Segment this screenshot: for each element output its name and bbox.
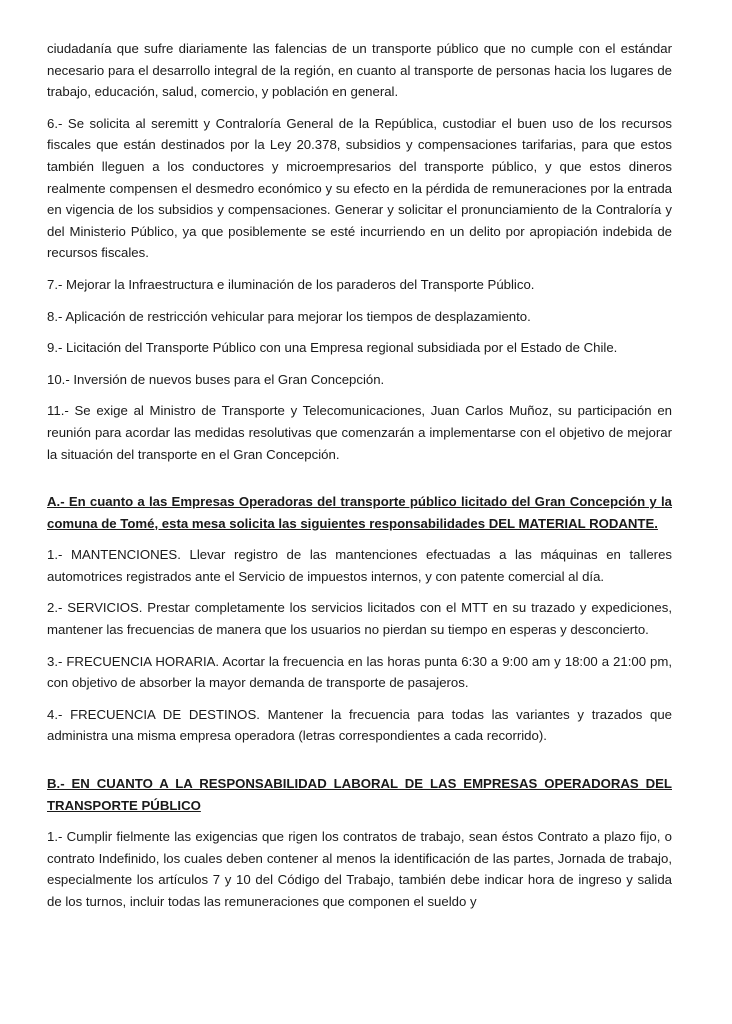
paragraph-item-9: 9.- Licitación del Transporte Público con una Empresa regional subsidiada por el Estado de Chile. [47,340,618,356]
section-a-item-2: 2.- SERVICIOS. Prestar completamente los servicios licitados con el MTT en su trazado y expediciones, mantener las frecuencias de manera que los usuarios no pierdan su tiempo en esperas y desconcierto. [47,600,672,638]
paragraph-item-10: 10.- Inversión de nuevos buses para el Gran Concepción. [47,371,385,387]
section-b-item-1: 1.- Cumplir fielmente las exigencias que rigen los contratos de trabajo, sean éstos Contrato a plazo fijo, o contrato Indefinido, los cuales deben contener al menos la identificación de las partes, Jornada de trabajo, especialmente los artículos 7 y 10 del Código del Trabajo, también debe indicar hora de ingreso y salida de los turnos, incluir todas las remuneraciones que componen el sueldo y [47,829,672,909]
section-a-heading: A.- En cuanto a las Empresas Operadoras del transporte público licitado del Gran Concepción y la comuna de Tomé, esta mesa solicita las siguientes responsabilidades DEL MATERIAL RODANTE. [47,494,672,531]
paragraph-item-8: 8.- Aplicación de restricción vehicular para mejorar los tiempos de desplazamiento. [47,308,531,324]
section-a-item-1: 1.- MANTENCIONES. Llevar registro de las mantenciones efectuadas a las máquinas en talleres automotrices registrados ante el Servicio de impuestos internos, y con patente comercial al día. [47,547,672,584]
paragraph-item-11: 11.- Se exige al Ministro de Transporte y Telecomunicaciones, Juan Carlos Muñoz, su participación en reunión para acordar las medidas resolutivas que comenzarán a implementarse con el objetivo de mejorar la situación del transporte en el Gran Concepción. [47,403,672,462]
section-b-heading: B.- EN CUANTO A LA RESPONSABILIDAD LABORAL DE LAS EMPRESAS OPERADORAS DEL TRANSPORTE PÚBLICO [47,776,672,813]
paragraph-item-6: 6.- Se solicita al seremitt y Contraloría General de la República, custodiar el buen uso de los recursos fiscales que están destinados por la Ley 20.378, subsidios y compensaciones tarifarias, para que estos también lleguen a los conductores y microempresarios del transporte público, y que estos dineros realmente compensen el desmedro económico y su efecto en la pérdida de remuneraciones por la entrada en vigencia de los subsidios y compensaciones. Generar y solicitar el pronunciamiento de la Contraloría y del Ministerio Público, ya que posiblemente se esté incurriendo en un delito por apropiación indebida de recursos fiscales. [47,115,672,261]
section-a-item-3: 3.- FRECUENCIA HORARIA. Acortar la frecuencia en las horas punta 6:30 a 9:00 am y 18:00 a 21:00 pm, con objetivo de absorber la mayor demanda de transporte de pasajeros. [47,653,672,691]
paragraph-intro-continuation: ciudadanía que sufre diariamente las falencias de un transporte público que no cumple con el estándar necesario para el desarrollo integral de la región, en cuanto al transporte de personas hacia los lugares de trabajo, educación, salud, comercio, y población en general. [47,41,672,100]
paragraph-item-7: 7.- Mejorar la Infraestructura e iluminación de los paraderos del Transporte Público. [47,276,535,292]
section-a-item-4: 4.- FRECUENCIA DE DESTINOS. Mantener la frecuencia para todas las variantes y trazados que administra una misma empresa operadora (letras correspondientes a cada recorrido). [47,706,672,744]
